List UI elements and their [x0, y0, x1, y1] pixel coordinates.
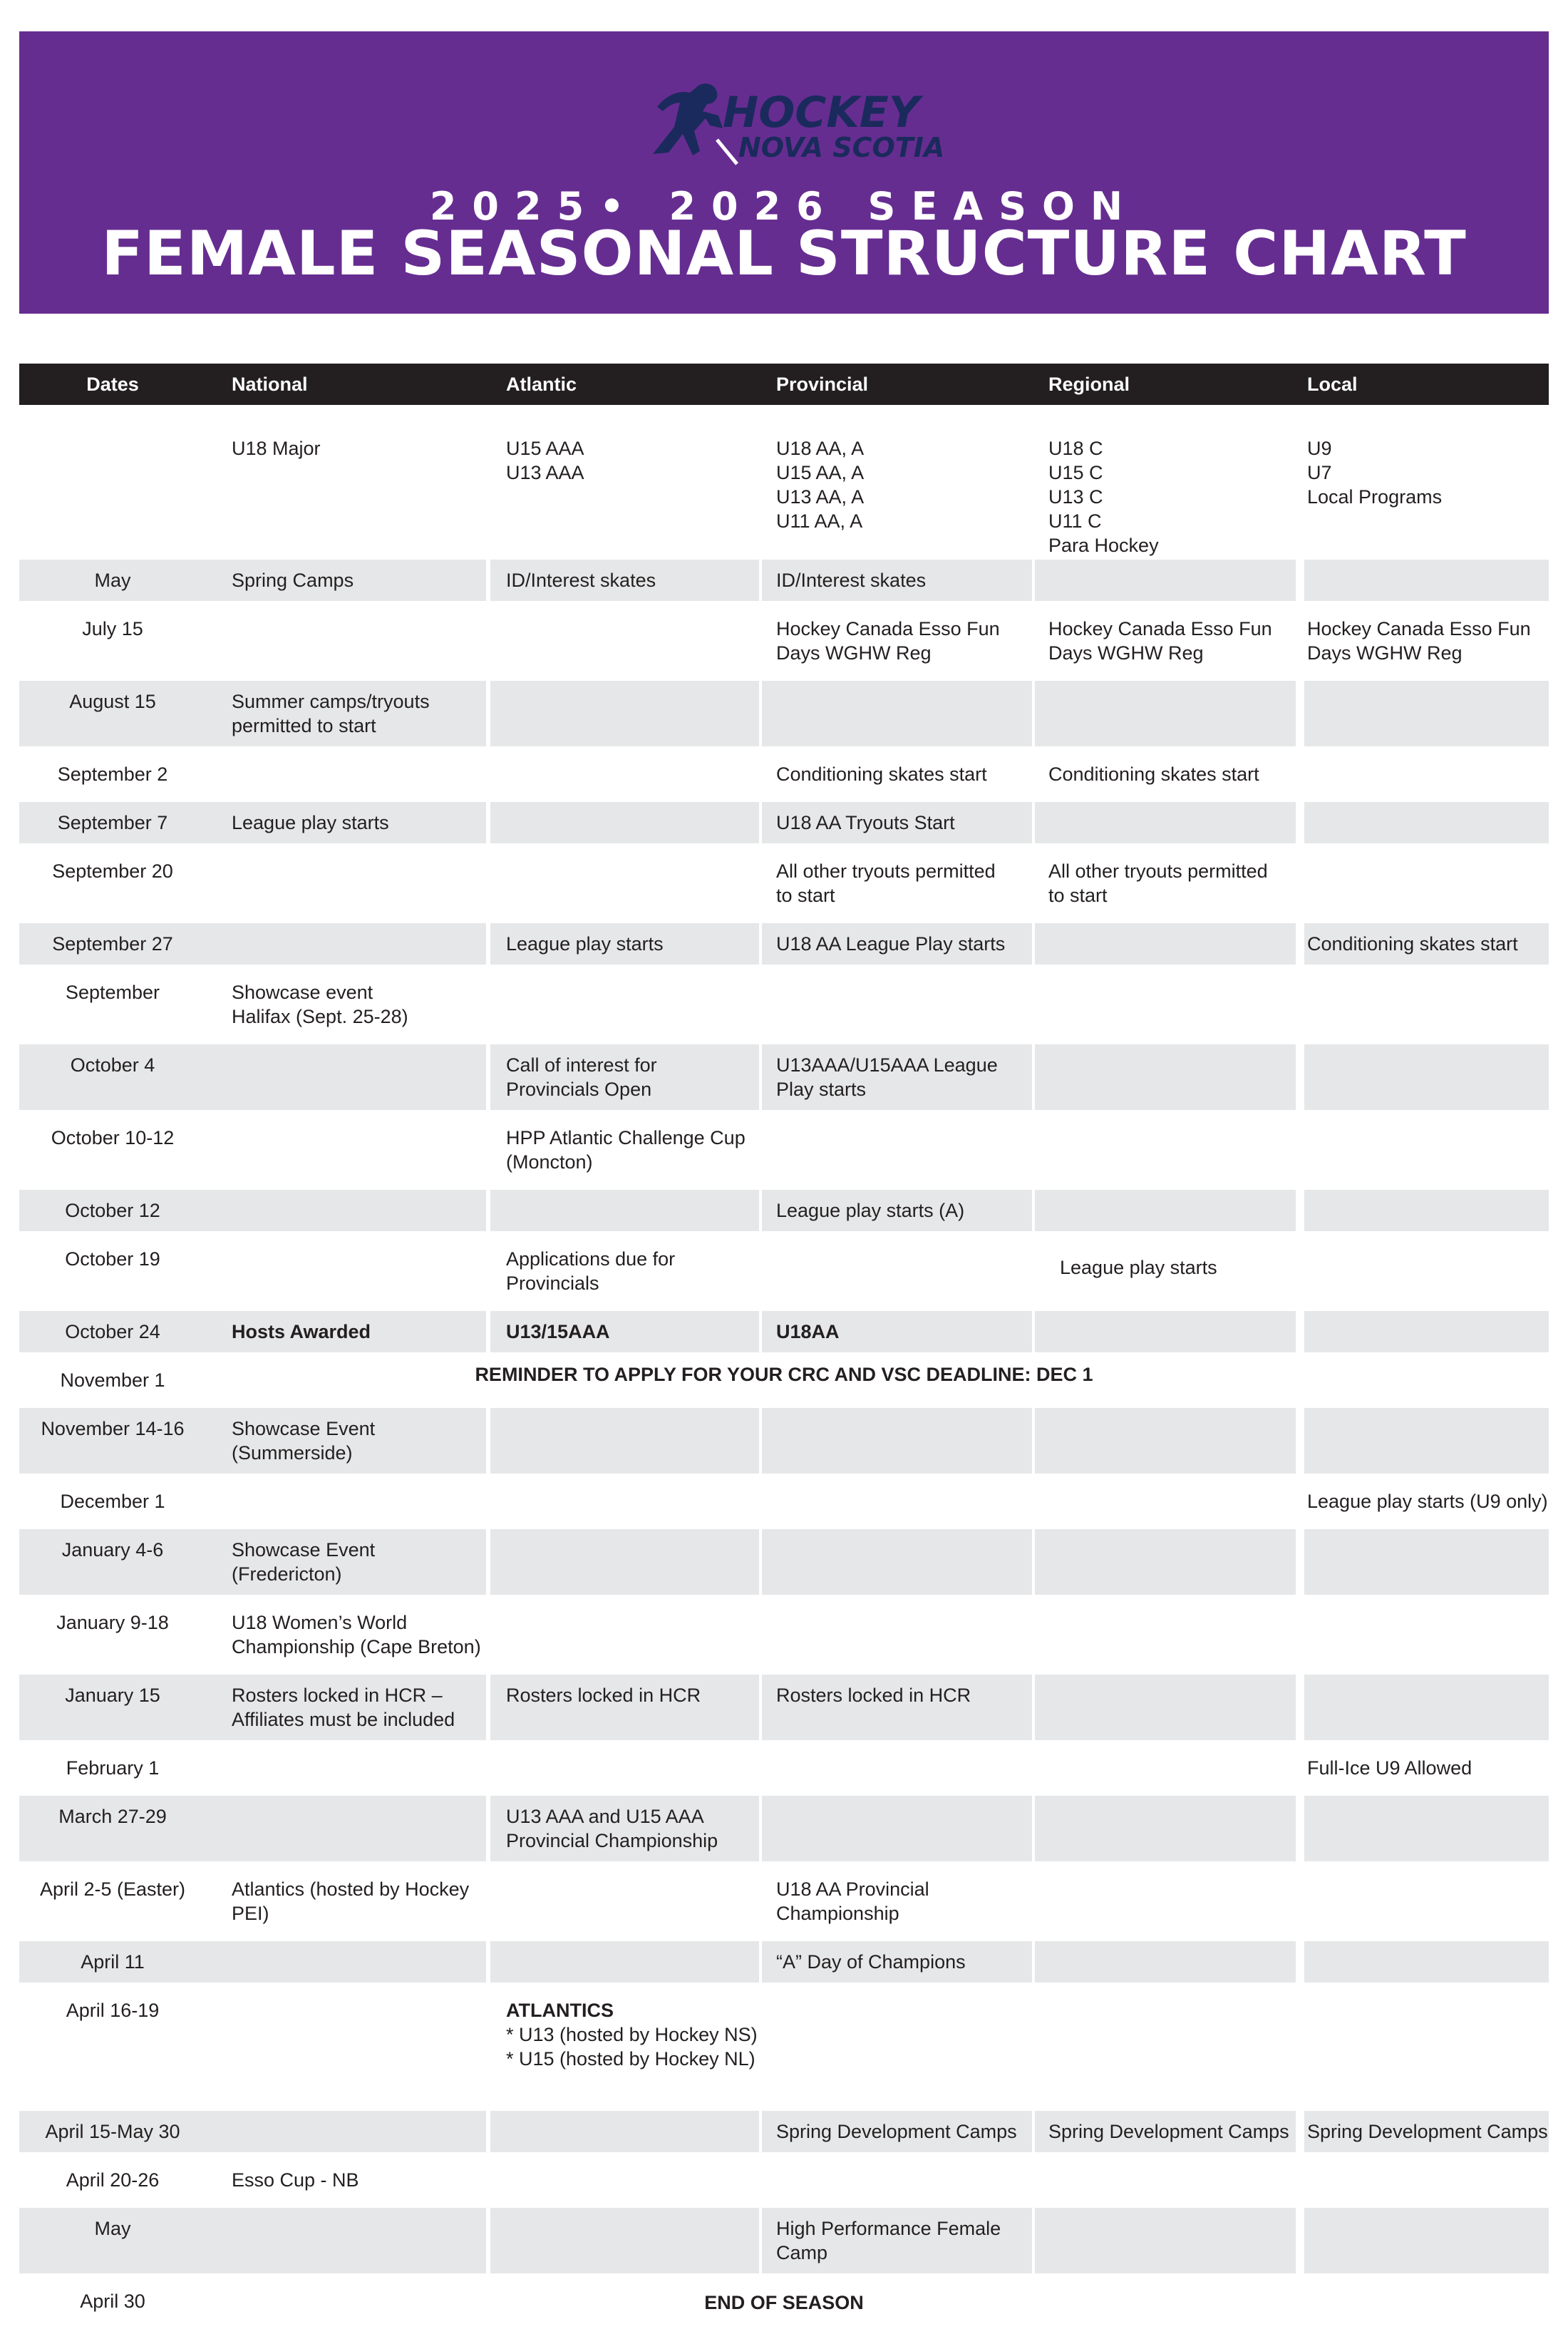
- cell-atlantic: * U13 (hosted by Hockey NS) * U15 (hosted by Hockey NL): [506, 2024, 758, 2070]
- cell-provincial: High Performance Female Camp: [776, 2218, 1001, 2263]
- table-row: [0, 1408, 1568, 1474]
- row-date: October 10-12: [51, 1127, 175, 1148]
- cell-national: Spring Camps: [232, 570, 354, 591]
- cell-background: [205, 2111, 486, 2152]
- table-row: [0, 1117, 1568, 1173]
- cell-background: [1304, 560, 1549, 601]
- cell-background: [1035, 1941, 1296, 1983]
- cell-background: [1304, 1941, 1549, 1983]
- column-header-national: National: [232, 374, 308, 395]
- cell-background: [1304, 1044, 1549, 1110]
- row-date: September 20: [52, 860, 173, 882]
- cell-local: Full-Ice U9 Allowed: [1307, 1757, 1472, 1779]
- table-row: [0, 923, 1568, 965]
- cell-provincial: Spring Development Camps: [776, 2121, 1017, 2142]
- cell-background: [762, 1796, 1032, 1861]
- cell-background: [490, 1941, 759, 1983]
- row-date: April 16-19: [66, 2000, 160, 2021]
- cell-provincial: Rosters locked in HCR: [776, 1685, 971, 1706]
- cell-atlantic: Applications due for Provincials: [506, 1248, 676, 1294]
- cell-background: [762, 1408, 1032, 1474]
- row-date: January 9-18: [56, 1612, 169, 1633]
- row-date: November 14-16: [41, 1418, 185, 1439]
- cell-provincial: Hockey Canada Esso Fun Days WGHW Reg: [776, 618, 1000, 664]
- table-row: [0, 1481, 1568, 1522]
- table-row: [0, 1990, 1568, 2070]
- cell-background: [205, 1941, 486, 1983]
- cell-atlantic: Call of interest for Provincials Open: [506, 1054, 657, 1100]
- table-row: [0, 2159, 1568, 2201]
- cell-local: Hockey Canada Esso Fun Days WGHW Reg: [1307, 618, 1531, 664]
- season-label: 2025• 2026 SEASON: [429, 184, 1139, 229]
- cell-regional: Spring Development Camps: [1048, 2121, 1289, 2142]
- cell-atlantic: HPP Atlantic Challenge Cup (Moncton): [506, 1127, 746, 1173]
- cell-background: [1035, 2208, 1296, 2273]
- cell-provincial: ID/Interest skates: [776, 570, 927, 591]
- programs-provincial: U18 AA, A U15 AA, A U13 AA, A U11 AA, A: [776, 438, 865, 532]
- cell-atlantic: U13/15AAA: [506, 1321, 610, 1342]
- cell-background: [1304, 1796, 1549, 1861]
- row-date: September: [65, 982, 160, 1003]
- table-row: [0, 802, 1568, 843]
- table-row: [0, 1190, 1568, 1231]
- cell-background: [205, 2208, 486, 2273]
- cell-provincial: “A” Day of Champions: [776, 1951, 966, 1973]
- row-date: October 24: [65, 1321, 160, 1342]
- programs-atlantic: U15 AAA U13 AAA: [506, 438, 584, 483]
- row-date: January 15: [65, 1685, 160, 1706]
- cell-local: Conditioning skates start: [1307, 933, 1518, 955]
- table-row: [0, 2111, 1568, 2152]
- cell-provincial: U18 AA Provincial Championship: [776, 1878, 929, 1924]
- cell-background: [1304, 2208, 1549, 2273]
- table-row: [0, 1311, 1568, 1352]
- cell-background: [1035, 681, 1296, 746]
- cell-background: [1035, 1529, 1296, 1595]
- row-date: April 2-5 (Easter): [39, 1878, 186, 1900]
- column-header-local: Local: [1307, 374, 1358, 395]
- cell-provincial: Conditioning skates start: [776, 764, 987, 785]
- cell-background: [1035, 1796, 1296, 1861]
- cell-atlantic: League play starts: [506, 933, 664, 955]
- column-header-dates: Dates: [86, 374, 139, 395]
- cell-atlantic: Rosters locked in HCR: [506, 1685, 701, 1706]
- cell-background: [490, 1190, 759, 1231]
- table-row: [0, 681, 1568, 746]
- cell-provincial: U18AA: [776, 1321, 840, 1342]
- column-header-provincial: Provincial: [776, 374, 869, 395]
- cell-national: Summer camps/tryouts permitted to start: [232, 691, 430, 736]
- cell-background: [1035, 802, 1296, 843]
- table-row: [0, 560, 1568, 601]
- table-row: [0, 1868, 1568, 1924]
- row-date: January 4-6: [61, 1539, 164, 1561]
- row-date: December 1: [60, 1491, 165, 1512]
- cell-atlantic-heading: ATLANTICS: [506, 2000, 614, 2021]
- cell-regional: All other tryouts permitted to start: [1048, 860, 1268, 906]
- cell-background: [1035, 1675, 1296, 1740]
- row-date: August 15: [69, 691, 156, 712]
- table-row: [0, 1529, 1568, 1595]
- table-row: [0, 2281, 1568, 2322]
- cell-national: U18 Women’s World Championship (Cape Breton): [232, 1612, 481, 1657]
- cell-atlantic: ID/Interest skates: [506, 570, 656, 591]
- logo-text-hockey: HOCKEY: [723, 88, 920, 138]
- cell-background: [762, 1529, 1032, 1595]
- cell-regional: Hockey Canada Esso Fun Days WGHW Reg: [1048, 618, 1272, 664]
- row-date: July 15: [82, 618, 143, 639]
- table-row: [0, 1602, 1568, 1657]
- row-date: October 12: [65, 1200, 160, 1221]
- row-notice: REMINDER TO APPLY FOR YOUR CRC AND VSC DEADLINE: DEC 1: [475, 1364, 1093, 1385]
- logo-text-nova-scotia: NOVA SCOTIA: [738, 132, 945, 163]
- row-date: April 15-May 30: [45, 2121, 180, 2142]
- cell-background: [1304, 681, 1549, 746]
- cell-background: [490, 1408, 759, 1474]
- row-date: May: [94, 2218, 131, 2239]
- row-date: April 20-26: [66, 2169, 160, 2191]
- row-date: September 27: [52, 933, 173, 955]
- cell-national: Atlantics (hosted by Hockey PEI): [232, 1878, 470, 1924]
- cell-background: [1304, 1408, 1549, 1474]
- cell-provincial: U18 AA Tryouts Start: [776, 812, 955, 833]
- table-row: [0, 754, 1568, 795]
- cell-local: Spring Development Camps: [1307, 2121, 1548, 2142]
- cell-national: Showcase Event (Fredericton): [232, 1539, 376, 1585]
- cell-atlantic: U13 AAA and U15 AAA Provincial Championship: [506, 1806, 718, 1851]
- row-notice: END OF SEASON: [704, 2292, 864, 2313]
- cell-background: [205, 1190, 486, 1231]
- cell-background: [1035, 1408, 1296, 1474]
- table-row: [0, 972, 1568, 1027]
- cell-background: [490, 2111, 759, 2152]
- programs-local: U9 U7 Local Programs: [1307, 438, 1443, 508]
- table-row: [0, 1359, 1568, 1401]
- cell-background: [490, 1529, 759, 1595]
- cell-national: Showcase Event (Summerside): [232, 1418, 376, 1464]
- row-date: October 4: [70, 1054, 155, 1076]
- cell-background: [1035, 560, 1296, 601]
- row-date: April 11: [81, 1951, 145, 1973]
- row-date: May: [94, 570, 131, 591]
- table-row: [0, 1747, 1568, 1789]
- page-title: FEMALE SEASONAL STRUCTURE CHART: [101, 218, 1467, 289]
- cell-national: Rosters locked in HCR – Affiliates must be included: [232, 1685, 455, 1730]
- row-date: March 27-29: [58, 1806, 167, 1827]
- table-row: [0, 1675, 1568, 1740]
- cell-background: [762, 681, 1032, 746]
- cell-background: [205, 1044, 486, 1110]
- cell-background: [1035, 1190, 1296, 1231]
- cell-local: League play starts (U9 only): [1307, 1491, 1548, 1512]
- cell-background: [1304, 1675, 1549, 1740]
- cell-background: [1035, 1044, 1296, 1110]
- cell-background: [1304, 802, 1549, 843]
- cell-national: Hosts Awarded: [232, 1321, 371, 1342]
- cell-provincial: U13AAA/U15AAA League Play starts: [776, 1054, 998, 1100]
- table-row: [0, 850, 1568, 906]
- table-row: [0, 1796, 1568, 1861]
- column-header-atlantic: Atlantic: [506, 374, 577, 395]
- programs-national: U18 Major: [232, 438, 321, 459]
- cell-background: [490, 2208, 759, 2273]
- cell-background: [490, 681, 759, 746]
- table-row: [0, 1238, 1568, 1294]
- column-header-regional: Regional: [1048, 374, 1130, 395]
- cell-background: [205, 923, 486, 965]
- cell-provincial: League play starts (A): [776, 1200, 965, 1221]
- cell-regional: League play starts: [1060, 1257, 1217, 1278]
- row-date: February 1: [66, 1757, 160, 1779]
- cell-background: [490, 802, 759, 843]
- cell-background: [1304, 1190, 1549, 1231]
- cell-background: [1304, 1311, 1549, 1352]
- cell-background: [1304, 1529, 1549, 1595]
- table-row: [0, 1044, 1568, 1110]
- cell-regional: Conditioning skates start: [1048, 764, 1259, 785]
- cell-provincial: U18 AA League Play starts: [776, 933, 1006, 955]
- cell-national: Showcase event Halifax (Sept. 25-28): [232, 982, 408, 1027]
- row-date: September 2: [57, 764, 168, 785]
- table-row: [0, 2208, 1568, 2273]
- row-date: October 19: [65, 1248, 160, 1270]
- table-row: [0, 1941, 1568, 1983]
- cell-national: League play starts: [232, 812, 389, 833]
- row-date: November 1: [60, 1369, 165, 1391]
- cell-national: Esso Cup - NB: [232, 2169, 359, 2191]
- table-row: [0, 608, 1568, 664]
- cell-provincial: All other tryouts permitted to start: [776, 860, 996, 906]
- cell-background: [205, 1796, 486, 1861]
- row-date: April 30: [80, 2291, 145, 2312]
- row-date: September 7: [57, 812, 168, 833]
- hockey-nova-scotia-logo: [649, 80, 945, 174]
- cell-background: [1035, 923, 1296, 965]
- programs-regional: U18 C U15 C U13 C U11 C Para Hockey: [1048, 438, 1159, 556]
- cell-background: [1035, 1311, 1296, 1352]
